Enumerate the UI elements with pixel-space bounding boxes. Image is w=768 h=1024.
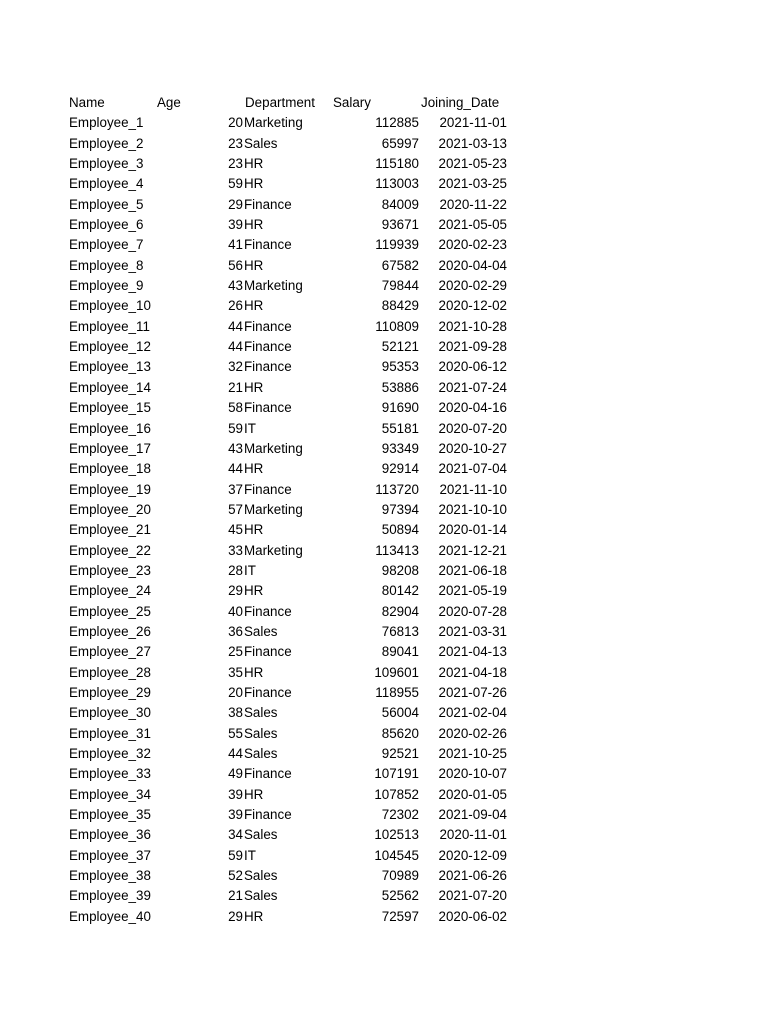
cell-joining-date: 2020-12-09 [438,847,507,863]
cell-joining-date: 2021-07-20 [438,888,507,904]
cell-name: Employee_26 [69,623,151,639]
cell-salary: 76813 [381,623,419,639]
cell-name: Employee_16 [69,420,151,436]
cell-name: Employee_19 [69,481,151,497]
table-row [0,520,768,540]
cell-department: HR [244,461,264,477]
cell-name: Employee_36 [69,827,151,843]
cell-salary: 92914 [381,461,419,477]
cell-joining-date: 2020-06-02 [438,908,507,924]
cell-department: Marketing [244,501,303,517]
cell-department: HR [244,664,264,680]
cell-name: Employee_2 [69,135,144,151]
cell-joining-date: 2021-03-13 [438,135,507,151]
cell-salary: 84009 [381,196,419,212]
cell-age: 40 [228,603,243,619]
cell-salary: 52562 [381,888,419,904]
cell-department: Sales [244,868,278,884]
cell-age: 59 [228,847,243,863]
cell-department: HR [244,522,264,538]
cell-salary: 50894 [381,522,419,538]
cell-age: 35 [228,664,243,680]
cell-name: Employee_1 [69,115,144,131]
cell-joining-date: 2020-10-07 [438,766,507,782]
cell-joining-date: 2021-11-01 [439,115,507,131]
cell-age: 23 [228,156,243,172]
table-header-row [0,93,768,113]
table-row [0,276,768,296]
cell-joining-date: 2021-06-18 [438,562,507,578]
cell-name: Employee_32 [69,746,151,761]
table-row [0,907,768,927]
cell-age: 38 [228,705,243,721]
cell-age: 20 [228,684,243,700]
cell-name: Employee_28 [69,664,151,680]
cell-age: 29 [228,583,243,599]
cell-name: Employee_34 [69,786,151,802]
cell-salary: 113413 [375,542,419,558]
cell-salary: 70989 [381,868,419,884]
cell-joining-date: 2021-06-26 [438,868,507,884]
cell-department: Sales [244,725,278,741]
cell-age: 44 [228,461,243,477]
employee-table [0,93,768,927]
cell-department: HR [244,298,264,314]
cell-name: Employee_3 [69,156,144,172]
cell-age: 59 [228,176,243,192]
table-row [0,337,768,357]
table-row [0,825,768,845]
cell-department: HR [244,583,264,599]
cell-joining-date: 2021-07-26 [438,684,507,700]
cell-age: 55 [228,725,243,741]
cell-age: 59 [228,420,243,436]
cell-joining-date: 2021-07-04 [438,461,507,477]
table-row [0,500,768,520]
cell-department: Marketing [244,278,303,294]
cell-name: Employee_21 [69,522,151,538]
table-row [0,642,768,662]
cell-department: Sales [244,135,278,151]
cell-age: 25 [228,644,243,660]
table-row [0,296,768,316]
cell-salary: 52121 [381,339,419,355]
table-body [0,113,768,927]
cell-age: 45 [228,522,243,538]
cell-salary: 80142 [381,583,419,599]
cell-joining-date: 2020-04-16 [438,400,507,416]
cell-salary: 72302 [381,807,419,823]
cell-joining-date: 2020-06-12 [438,359,507,375]
cell-name: Employee_31 [69,725,151,741]
cell-department: Marketing [244,440,303,456]
cell-salary: 118955 [375,684,419,700]
cell-joining-date: 2020-01-14 [438,522,507,538]
cell-joining-date: 2020-02-29 [438,278,507,294]
cell-age: 39 [228,807,243,823]
cell-salary: 72597 [381,908,419,924]
cell-age: 28 [228,562,243,578]
cell-department: HR [244,257,264,273]
cell-salary: 93349 [381,440,419,456]
cell-name: Employee_18 [69,461,151,477]
cell-name: Employee_35 [69,807,151,823]
cell-department: HR [244,217,264,233]
cell-department: Finance [244,359,292,375]
cell-name: Employee_14 [69,379,151,395]
cell-joining-date: 2020-11-22 [439,196,507,212]
cell-salary: 110809 [375,318,419,334]
cell-age: 37 [228,481,243,497]
cell-name: Employee_6 [69,217,144,233]
cell-age: 49 [228,766,243,782]
table-row [0,419,768,439]
cell-joining-date: 2021-03-25 [438,176,507,192]
cell-department: HR [244,908,264,924]
cell-age: 21 [228,888,243,904]
cell-age: 36 [228,623,243,639]
cell-age: 57 [228,501,243,517]
cell-joining-date: 2021-10-28 [438,318,507,334]
cell-name: Employee_13 [69,359,151,375]
cell-age: 43 [228,440,243,456]
cell-joining-date: 2021-07-24 [438,379,507,395]
table-row [0,256,768,276]
cell-joining-date: 2020-01-05 [438,786,507,802]
table-row [0,703,768,723]
cell-joining-date: 2021-05-23 [438,156,507,172]
cell-age: 20 [228,115,243,131]
cell-age: 39 [228,786,243,802]
cell-salary: 55181 [381,420,419,436]
table-row [0,602,768,622]
table-row [0,317,768,337]
cell-name: Employee_38 [69,868,151,884]
table-row [0,724,768,744]
cell-department: Sales [244,827,278,843]
cell-age: 43 [228,278,243,294]
table-row [0,866,768,886]
cell-salary: 107191 [374,766,419,782]
cell-age: 41 [228,237,243,253]
table-row [0,215,768,235]
cell-age: 32 [228,359,243,375]
cell-age: 21 [228,379,243,395]
cell-salary: 85620 [381,725,419,741]
cell-name: Employee_9 [69,278,144,294]
cell-department: HR [244,156,264,172]
cell-name: Employee_40 [69,908,151,924]
cell-salary: 56004 [381,705,419,721]
cell-joining-date: 2020-07-20 [438,420,507,436]
cell-name: Employee_4 [69,176,144,192]
cell-joining-date: 2021-10-10 [438,501,507,517]
cell-name: Employee_39 [69,888,151,904]
cell-salary: 89041 [381,644,419,660]
cell-department: Marketing [244,115,303,131]
header-name: Name [69,95,105,110]
cell-salary: 93671 [381,217,419,233]
cell-salary: 95353 [381,359,419,375]
cell-department: Finance [244,481,292,497]
cell-name: Employee_22 [69,542,151,558]
cell-name: Employee_30 [69,705,151,721]
cell-salary: 53886 [381,379,419,395]
table-row [0,744,768,764]
table-row [0,581,768,601]
cell-department: Sales [244,623,278,639]
header-department: Department [245,95,315,110]
header-joining-date: Joining_Date [421,95,500,110]
cell-department: Finance [244,400,292,416]
cell-age: 33 [228,542,243,558]
cell-department: HR [244,786,264,802]
cell-joining-date: 2021-12-21 [438,542,507,558]
cell-department: Finance [244,807,292,823]
cell-salary: 113720 [375,481,419,497]
cell-name: Employee_27 [69,644,151,660]
cell-joining-date: 2021-09-04 [438,807,507,823]
table-row [0,113,768,133]
cell-joining-date: 2020-02-23 [438,237,507,253]
table-row [0,683,768,703]
cell-joining-date: 2020-04-04 [438,257,507,273]
cell-name: Employee_25 [69,603,151,619]
cell-salary: 88429 [381,298,419,314]
table-row [0,541,768,561]
cell-joining-date: 2021-04-18 [438,664,507,680]
cell-salary: 113003 [375,176,419,192]
table-row [0,439,768,459]
cell-department: IT [244,847,256,863]
cell-joining-date: 2021-05-19 [438,583,507,599]
cell-joining-date: 2021-09-28 [438,339,507,355]
table-row [0,378,768,398]
cell-salary: 109601 [374,664,419,680]
cell-salary: 107852 [374,786,419,802]
cell-name: Employee_23 [69,562,151,578]
table-row [0,561,768,581]
table-row [0,174,768,194]
table-row [0,459,768,479]
cell-name: Employee_5 [69,196,144,212]
cell-salary: 104545 [374,847,419,863]
cell-age: 52 [228,868,243,884]
cell-department: Finance [244,318,292,334]
cell-age: 44 [228,339,243,355]
cell-age: 23 [228,135,243,151]
cell-name: Employee_33 [69,766,151,782]
cell-salary: 119939 [375,237,419,253]
table-row [0,480,768,500]
cell-age: 58 [228,400,243,416]
cell-salary: 65997 [381,135,419,151]
cell-department: Sales [244,705,278,721]
table-row [0,846,768,866]
table-row [0,622,768,642]
cell-age: 44 [228,318,243,334]
table-row [0,764,768,784]
cell-joining-date: 2020-07-28 [438,603,507,619]
cell-department: Marketing [244,542,303,558]
cell-salary: 82904 [381,603,419,619]
cell-joining-date: 2020-11-01 [439,827,507,843]
cell-name: Employee_24 [69,583,151,599]
cell-age: 44 [228,746,243,761]
cell-age: 29 [228,196,243,212]
cell-salary: 115180 [375,156,419,172]
cell-department: Finance [244,237,292,253]
cell-department: HR [244,379,264,395]
header-age: Age [157,95,181,110]
cell-age: 26 [228,298,243,314]
table-row [0,357,768,377]
table-row [0,235,768,255]
cell-name: Employee_12 [69,339,151,355]
table-row [0,886,768,906]
cell-joining-date: 2021-04-13 [438,644,507,660]
table-row [0,195,768,215]
table-row [0,785,768,805]
cell-joining-date: 2021-03-31 [438,623,507,639]
cell-age: 29 [228,908,243,924]
cell-age: 56 [228,257,243,273]
cell-joining-date: 2020-02-26 [438,725,507,741]
cell-department: Finance [244,339,292,355]
cell-name: Employee_29 [69,684,151,700]
table-row [0,398,768,418]
cell-name: Employee_17 [69,440,151,456]
cell-department: Finance [244,644,292,660]
cell-salary: 98208 [381,562,419,578]
cell-name: Employee_20 [69,501,151,517]
cell-department: Sales [244,746,278,761]
table-row [0,154,768,174]
header-salary: Salary [333,95,371,110]
cell-joining-date: 2021-05-05 [438,217,507,233]
cell-department: IT [244,562,256,578]
cell-salary: 91690 [381,400,419,416]
cell-name: Employee_11 [69,318,150,334]
cell-salary: 67582 [381,257,419,273]
cell-age: 34 [228,827,243,843]
table-row [0,134,768,154]
cell-name: Employee_15 [69,400,151,416]
cell-joining-date: 2021-10-25 [438,746,507,761]
cell-department: Sales [244,888,278,904]
cell-salary: 112885 [375,115,419,131]
cell-age: 39 [228,217,243,233]
cell-name: Employee_8 [69,257,144,273]
cell-salary: 92521 [381,746,419,761]
cell-joining-date: 2021-02-04 [438,705,507,721]
cell-department: Finance [244,766,292,782]
table-row [0,805,768,825]
cell-department: Finance [244,684,292,700]
cell-department: Finance [244,196,292,212]
cell-department: Finance [244,603,292,619]
cell-department: IT [244,420,256,436]
table-row [0,663,768,683]
cell-salary: 97394 [381,501,419,517]
cell-name: Employee_10 [69,298,151,314]
cell-joining-date: 2021-11-10 [439,481,507,497]
cell-department: HR [244,176,264,192]
cell-salary: 79844 [381,278,419,294]
cell-name: Employee_37 [69,847,151,863]
cell-name: Employee_7 [69,237,144,253]
cell-salary: 102513 [374,827,419,843]
cell-joining-date: 2020-10-27 [438,440,507,456]
cell-joining-date: 2020-12-02 [438,298,507,314]
